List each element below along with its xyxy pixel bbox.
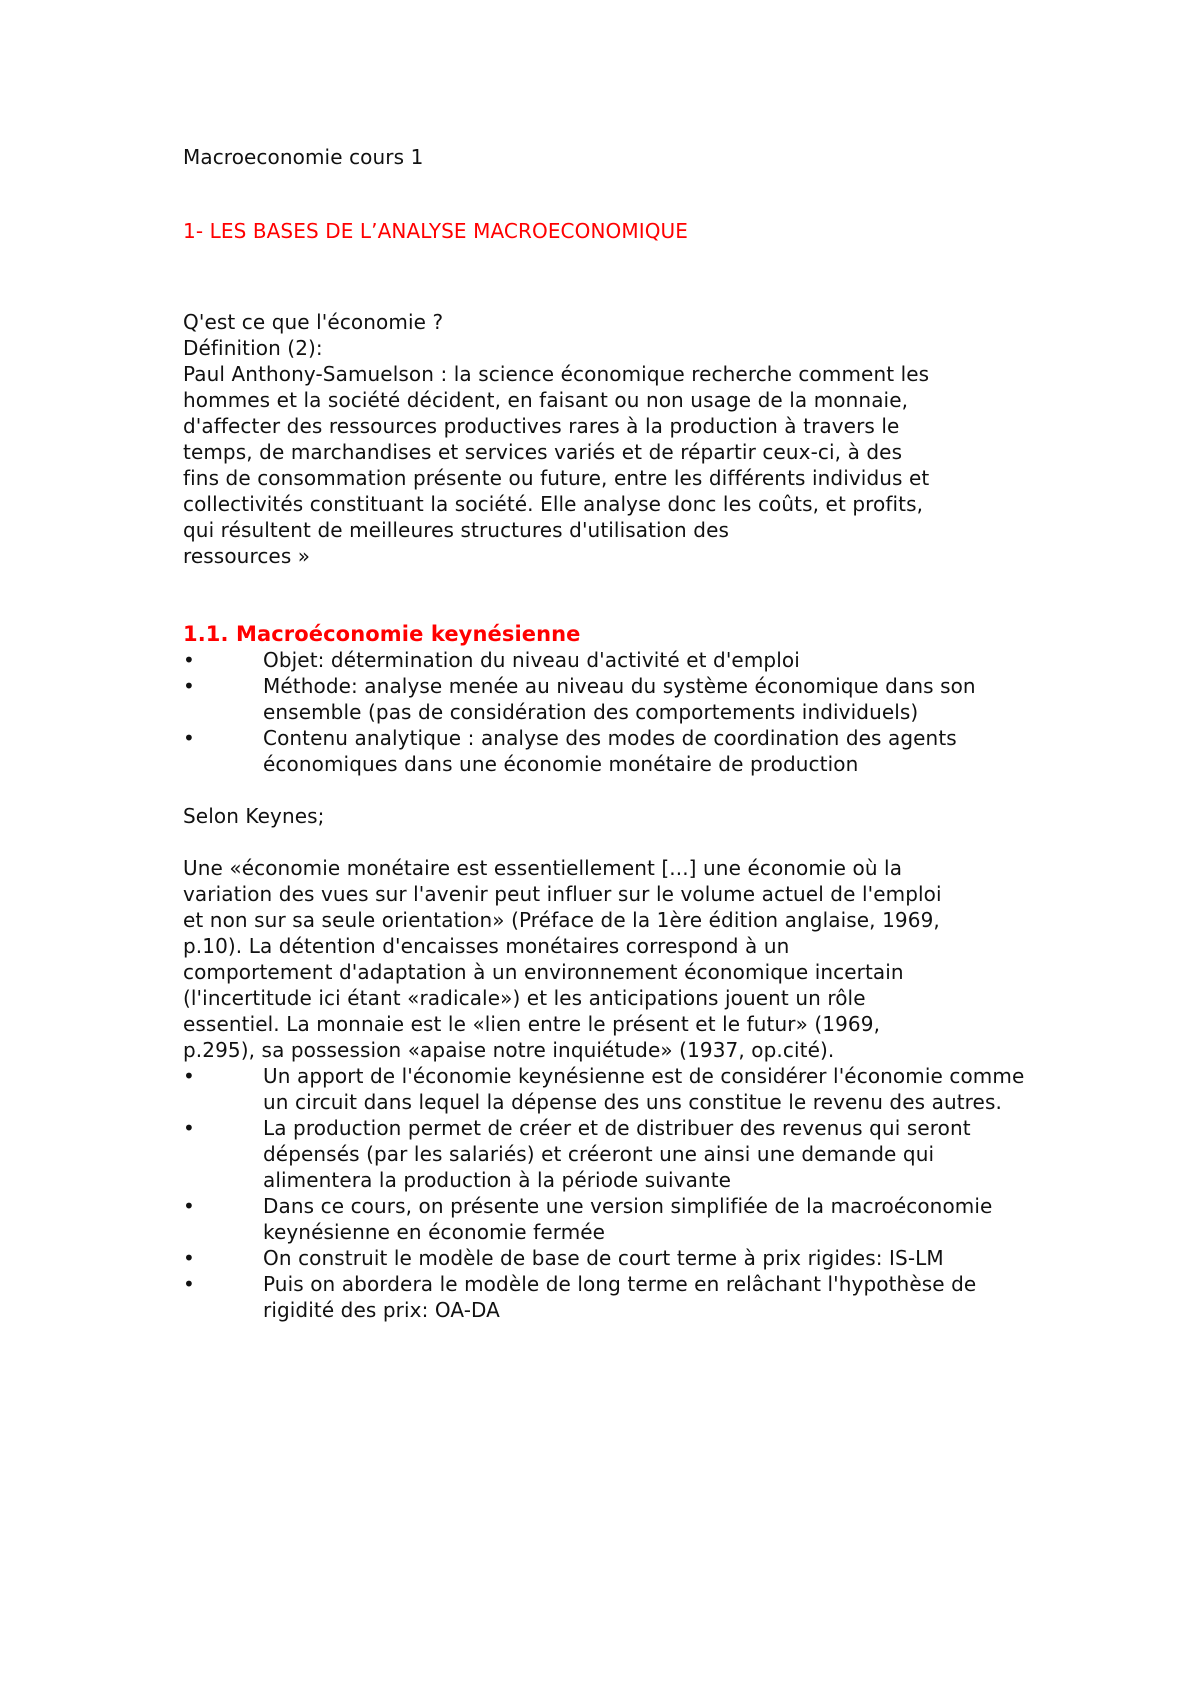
definition-text (183, 361, 1043, 569)
question-line: Q'est ce que l'économie ? (183, 310, 444, 334)
list-item-text: Dans ce cours, on présente une version simplifiée de la macroéconomie keynésienne en économie fermée (263, 1194, 993, 1244)
list-item-text: Méthode: analyse menée au niveau du système économique dans son ensemble (pas de considération des comportements individuels) (263, 674, 976, 724)
bullet-icon: • (183, 1064, 195, 1088)
bullet-icon: • (183, 648, 195, 672)
section-heading: 1- LES BASES DE L’ANALYSE MACROECONOMIQUE (183, 219, 689, 243)
list-item-text: Puis on abordera le modèle de long terme en relâchant l'hypothèse de rigidité des prix: OA-DA (263, 1272, 977, 1322)
definition-line: temps, de marchandises et services variés et de répartir ceux-ci, à des (183, 440, 903, 464)
document-page (183, 144, 1043, 1323)
bullet-icon: • (183, 1272, 195, 1296)
definition-line: collectivités constituant la société. Elle analyse donc les coûts, et profits, (183, 492, 924, 516)
keynes-quote (183, 855, 1043, 1063)
quote-line: essentiel. La monnaie est le «lien entre le présent et le futur» (1969, (183, 1012, 881, 1036)
bullet-icon: • (183, 1116, 195, 1140)
quote-line: et non sur sa seule orientation» (Préface de la 1ère édition anglaise, 1969, (183, 908, 940, 932)
definition-label: Définition (2): (183, 336, 323, 360)
list-item (183, 1063, 1043, 1115)
keynes-bullet-list (183, 647, 1043, 777)
quote-line: (l'incertitude ici étant «radicale») et les anticipations jouent un rôle (183, 986, 866, 1010)
quote-line: p.295), sa possession «apaise notre inquiétude» (1937, op.cité). (183, 1038, 835, 1062)
definition-line: fins de consommation présente ou future, entre les différents individus et (183, 466, 930, 490)
bullet-icon: • (183, 726, 195, 750)
quote-line: p.10). La détention d'encaisses monétaires correspond à un (183, 934, 790, 958)
list-item (183, 673, 1043, 725)
definition-line: qui résultent de meilleures structures d'utilisation des (183, 518, 729, 542)
list-item (183, 1271, 1043, 1323)
definition-line: Paul Anthony-Samuelson : la science économique recherche comment les (183, 362, 930, 386)
list-item-text: Un apport de l'économie keynésienne est de considérer l'économie comme un circuit dans lequel la dépense des uns constitue le revenu des autres. (263, 1064, 1025, 1114)
list-item-text: Objet: détermination du niveau d'activité et d'emploi (263, 648, 800, 672)
document-title: Macroeconomie cours 1 (183, 145, 424, 169)
list-item (183, 1115, 1043, 1193)
list-item (183, 647, 1043, 673)
circuit-bullet-list (183, 1063, 1043, 1193)
list-item-text: La production permet de créer et de distribuer des revenus qui seront dépensés (par les salariés) et créeront une ainsi une demande qui alimentera la production à la période suivante (263, 1116, 971, 1192)
definition-line: hommes et la société décident, en faisant ou non usage de la monnaie, (183, 388, 909, 412)
quote-line: comportement d'adaptation à un environnement économique incertain (183, 960, 904, 984)
list-item (183, 1193, 1043, 1245)
list-item-text: On construit le modèle de base de court terme à prix rigides: IS-LM (263, 1246, 944, 1270)
course-bullet-list (183, 1193, 1043, 1323)
bullet-icon: • (183, 674, 195, 698)
definition-line: d'affecter des ressources productives rares à la production à travers le (183, 414, 900, 438)
list-item-text: Contenu analytique : analyse des modes de coordination des agents économiques dans une économie monétaire de production (263, 726, 957, 776)
subsection-heading: 1.1. Macroéconomie keynésienne (183, 622, 581, 646)
quote-line: Une «économie monétaire est essentiellement [...] une économie où la (183, 856, 903, 880)
definition-line: ressources » (183, 544, 311, 568)
list-item (183, 1245, 1043, 1271)
quote-line: variation des vues sur l'avenir peut influer sur le volume actuel de l'emploi (183, 882, 942, 906)
bullet-icon: • (183, 1194, 195, 1218)
bullet-icon: • (183, 1246, 195, 1270)
list-item (183, 725, 1043, 777)
selon-keynes: Selon Keynes; (183, 804, 325, 828)
